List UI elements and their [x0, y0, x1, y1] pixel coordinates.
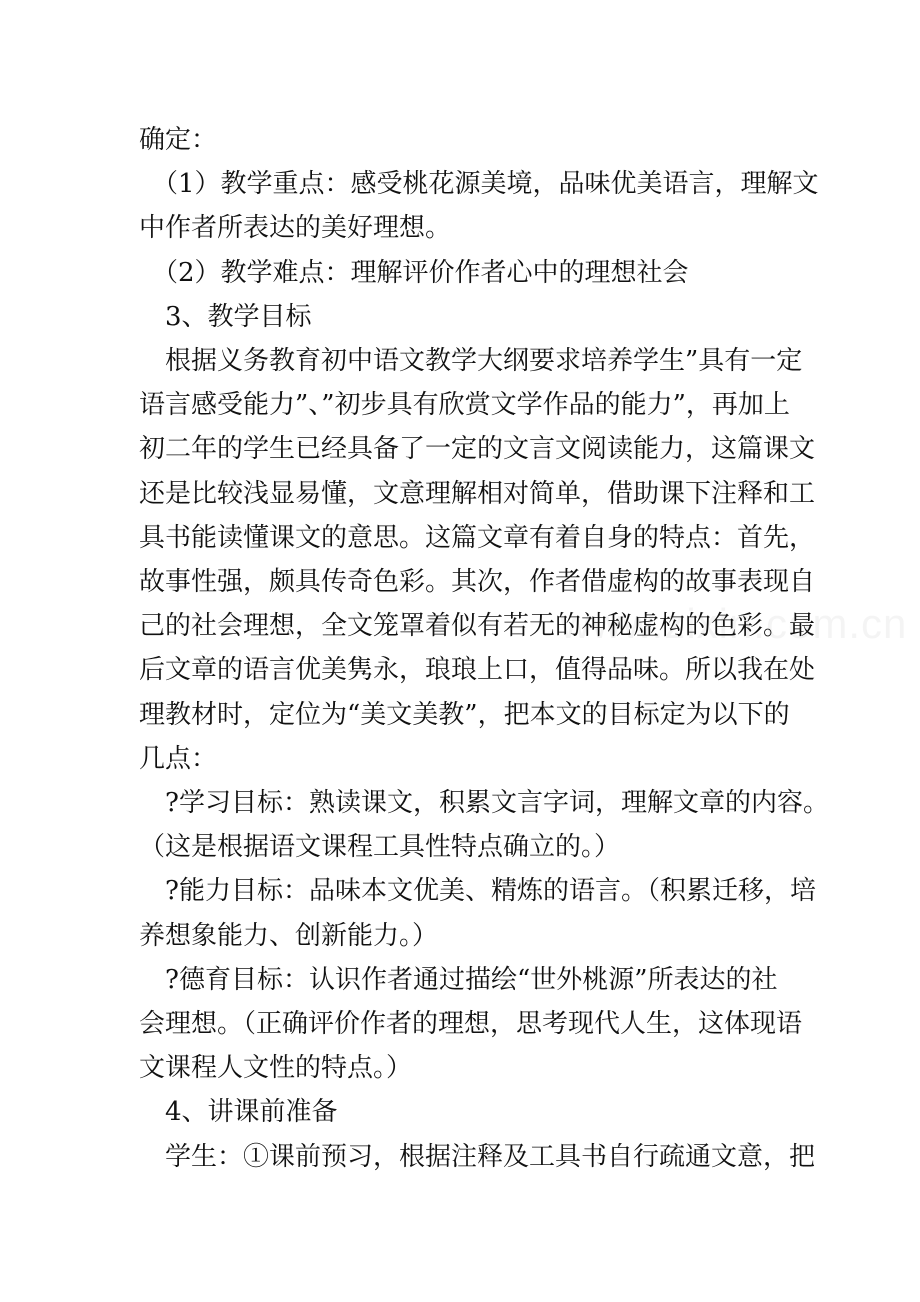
text-line: 语言感受能力”、”初步具有欣赏文学作品的能力”，再加上 [139, 390, 790, 421]
document-body [139, 118, 829, 1179]
text-line: ?德育目标：认识作者通过描绘“世外桃源”所表达的社 [139, 964, 778, 995]
text-line: （这是根据语文课程工具性特点确立的。） [139, 832, 621, 863]
text-line: 具书能读懂课文的意思。这篇文章有着自身的特点：首先， [139, 522, 816, 553]
text-line: ?能力目标：品味本文优美、精炼的语言。（积累迁移，培 [139, 876, 816, 907]
text-line: ?学习目标：熟读课文，积累文言字词，理解文章的内容。 [139, 788, 829, 819]
text-line: （2）教学难点：理解评价作者心中的理想社会 [139, 257, 689, 288]
text-line: 会理想。（正确评价作者的理想，思考现代人生，这体现语 [139, 1009, 803, 1040]
text-line: 己的社会理想，全文笼罩着似有若无的神秘虚构的色彩。最 [139, 611, 816, 642]
text-line: 学生：①课前预习，根据注释及工具书自行疏通文意，把 [139, 1141, 816, 1172]
text-line: 故事性强，颇具传奇色彩。其次，作者借虚构的故事表现自 [139, 567, 816, 598]
text-line: （1）教学重点：感受桃花源美境，品味优美语言，理解文 [139, 169, 819, 200]
text-line: 根据义务教育初中语文教学大纲要求培养学生”具有一定 [139, 346, 803, 377]
text-line: 几点： [139, 743, 218, 774]
text-line: 文课程人文性的特点。） [139, 1053, 413, 1084]
section-heading: 3、教学目标 [139, 301, 312, 332]
text-line: 初二年的学生已经具备了一定的文言文阅读能力，这篇课文 [139, 434, 816, 465]
text-line: 养想象能力、创新能力。） [139, 920, 439, 951]
section-heading: 4、讲课前准备 [139, 1097, 338, 1128]
text-line: 确定： [139, 125, 218, 155]
text-line: 还是比较浅显易懂，文意理解相对简单，借助课下注释和工 [139, 478, 816, 509]
text-line: 理教材时，定位为“美文美教”，把本文的目标定为以下的 [139, 699, 790, 730]
text-line: 中作者所表达的美好理想。 [139, 213, 452, 244]
text-line: 后文章的语言优美隽永，琅琅上口，值得品味。所以我在处 [139, 655, 816, 686]
